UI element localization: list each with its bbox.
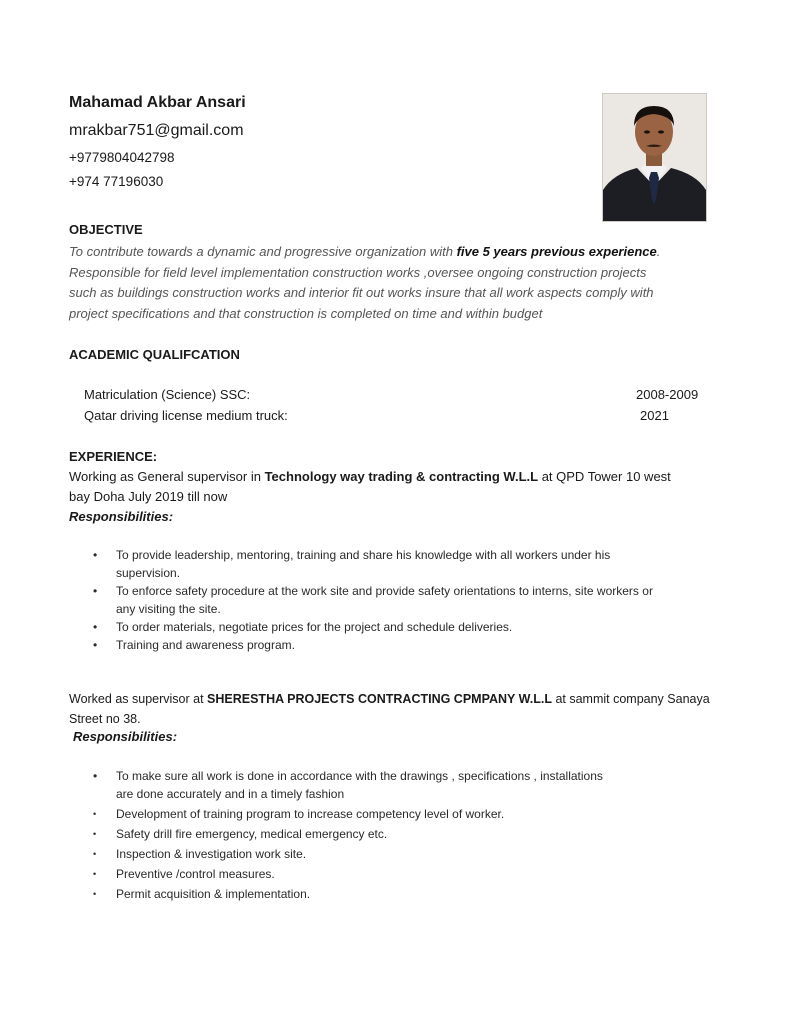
list-item: • Training and awareness program. (93, 638, 295, 652)
academic-row (84, 408, 669, 423)
objective-heading: OBJECTIVE (69, 222, 143, 237)
list-item: • Permit acquisition & implementation. (93, 887, 311, 901)
bullet-icon: • (93, 548, 98, 562)
academic-row (84, 387, 699, 402)
job-1-responsibilities-list (0, 546, 653, 654)
academic-year: 2021 (640, 408, 669, 423)
list-item: • To enforce safety procedure at the work site and provide safety orientations to interns, site workers or any visiting the site. (93, 584, 653, 616)
objective-line-1-end: . (656, 244, 661, 259)
job-2-company: SHERESTHA PROJECTS CONTRACTING CPMPANY W.L.L (207, 692, 552, 706)
objective-text (69, 242, 729, 324)
academic-label: Matriculation (Science) SSC: (84, 387, 251, 402)
bullet-icon: • (93, 869, 97, 879)
email-address: mrakbar751@gmail.com (69, 122, 244, 139)
job-2-location: at sammit company Sanaya (551, 692, 710, 706)
objective-line-3: such as buildings construction works and interior fit out works insure that all work aspects comply with (69, 285, 654, 300)
job-1-dates: bay Doha July 2019 till now (69, 489, 228, 504)
list-item: • Inspection & investigation work site. (93, 847, 307, 861)
academic-heading: ACADEMIC QUALIFCATION (69, 347, 240, 362)
job-1-role: Working as General supervisor in (69, 469, 265, 484)
list-item: • Preventive /control measures. (93, 867, 275, 881)
list-item: • To provide leadership, mentoring, training and share his knowledge with all workers under his supervision. (93, 548, 611, 580)
job-1-company: Technology way trading & contracting W.L.L (264, 469, 539, 484)
bullet-icon: • (93, 769, 98, 783)
profile-photo (602, 93, 707, 222)
job-2-role: Worked as supervisor at (69, 692, 208, 706)
bullet-icon: • (93, 620, 98, 634)
job-2-address: Street no 38. (69, 712, 141, 726)
objective-line-4: project specifications and that construction is completed on time and within budget (69, 305, 543, 321)
bullet-icon: • (93, 889, 97, 899)
job-1-responsibilities-label: Responsibilities: (69, 509, 174, 524)
job-2-responsibilities-label: Responsibilities: (73, 729, 178, 744)
job-1-location: at QPD Tower 10 west (538, 469, 671, 484)
objective-line-2: Responsible for field level implementation construction works ,oversee ongoing construction projects (69, 264, 647, 280)
bullet-icon: • (93, 849, 97, 859)
job-1-description (69, 467, 671, 507)
bullet-icon: • (93, 584, 98, 598)
bullet-icon: • (93, 829, 97, 839)
academic-label: Qatar driving license medium truck: (84, 408, 288, 423)
phone-nepal: +9779804042798 (69, 150, 175, 165)
list-item: • To order materials, negotiate prices for the project and schedule deliveries. (93, 620, 513, 634)
list-item: • To make sure all work is done in accordance with the drawings , specifications , installations are done accurately and in a timely fashion (93, 769, 603, 801)
job-2-responsibilities-list (0, 767, 603, 903)
phone-qatar: +974 77196030 (69, 174, 164, 189)
bullet-icon: • (93, 638, 98, 652)
list-item: • Safety drill fire emergency, medical emergency etc. (93, 827, 388, 841)
experience-highlight: five 5 years previous experience (456, 244, 657, 259)
experience-heading: EXPERIENCE: (69, 449, 158, 464)
bullet-icon: • (93, 809, 97, 819)
academic-year: 2008-2009 (636, 387, 699, 402)
list-item: • Development of training program to increase competency level of worker. (93, 807, 505, 821)
candidate-name: Mahamad Akbar Ansari (69, 94, 246, 111)
job-2-description (69, 689, 710, 729)
objective-line-1: To contribute towards a dynamic and progressive organization with (69, 244, 457, 259)
